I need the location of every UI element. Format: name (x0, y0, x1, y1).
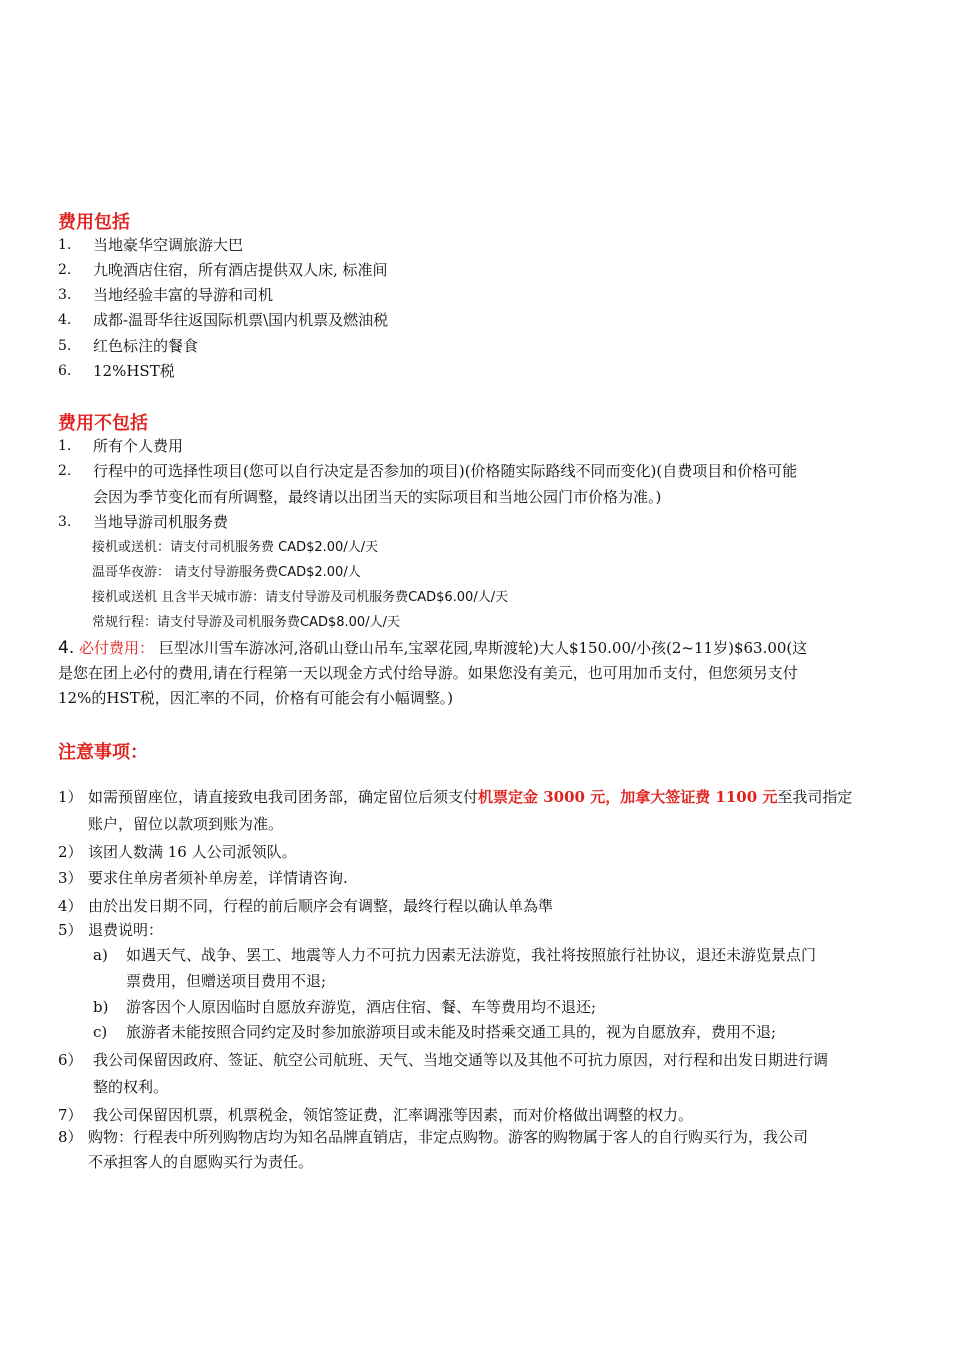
mandatory-fee-text: 巨型冰川雪车游冰河,洛矶山登山吊车,宝翠花园,卑斯渡轮)大人$150.00/小孩(2~11岁)$63.00(这 (154, 639, 808, 657)
mandatory-fee-label: 必付费用： (79, 639, 155, 657)
refund-a-line1: 如遇天气、战争、罢工、地震等人力不可抗力因素无法游览，我社将按照旅行社协议，退还未游览景点门 (126, 946, 817, 964)
note-1-num: 1） (58, 788, 83, 806)
excluded-heading: 费用不包括 (58, 413, 148, 434)
included-item-6: 12%HST税 (93, 362, 175, 380)
note-1-pre: 如需预留座位，请直接致电我司团务部，确定留位后须支付 (88, 788, 479, 806)
note-5-num: 5） (58, 921, 83, 939)
excluded-item-4-num: 4. (58, 638, 75, 658)
excluded-item-4-line1 (58, 636, 807, 661)
note-1-line2: 账户，留位以款项到账为准。 (88, 815, 284, 833)
included-heading: 费用包括 (58, 212, 130, 233)
refund-b-line1: 游客因个人原因临时自愿放弃游览，酒店住宿、餐、车等费用均不退还; (126, 998, 597, 1016)
included-item-1: 当地豪华空调旅游大巴 (93, 236, 244, 254)
excluded-item-4-line3: 12%的HST税，因汇率的不同，价格有可能会有小幅调整。) (58, 689, 454, 707)
excluded-item-3: 当地导游司机服务费 (93, 513, 229, 531)
excluded-item-3-num: 3. (58, 514, 72, 530)
fee-transfer-half-day-tour: 接机或送机 且含半天城市游：请支付导游及司机服务费CAD$6.00/人/天 (92, 590, 509, 605)
included-item-1-num: 1. (58, 237, 72, 253)
included-item-3-num: 3. (58, 287, 72, 303)
note-8-num: 8） (58, 1128, 83, 1146)
fee-vancouver-night-tour: 温哥华夜游： 请支付导游服务费CAD$2.00/人 (92, 565, 361, 580)
refund-a-mark: a) (93, 946, 108, 964)
note-3-num: 3） (58, 869, 83, 887)
included-item-6-num: 6. (58, 363, 72, 379)
excluded-item-1-num: 1. (58, 438, 72, 454)
refund-b-mark: b) (93, 998, 109, 1016)
note-1-line1 (88, 785, 852, 810)
note-6-line1: 我公司保留因政府、签证、航空公司航班、天气、当地交通等以及其他不可抗力原因，对行程和出发日期进行调 (93, 1051, 829, 1069)
note-3: 要求住单房者须补单房差，详情请咨询. (88, 869, 348, 887)
note-4-num: 4） (58, 897, 83, 915)
note-1-highlight: 机票定金 3000 元，加拿大签证费 1100 元 (478, 788, 778, 806)
note-1-post: 至我司指定 (777, 788, 853, 806)
excluded-item-2-line2: 会因为季节变化而有所调整，最终请以出团当天的实际项目和当地公园门市价格为准。) (93, 488, 662, 506)
included-item-2-num: 2. (58, 262, 72, 278)
refund-a-line2: 票费用，但赠送项目费用不退; (126, 972, 327, 990)
fee-regular-itinerary: 常规行程：请支付导游及司机服务费CAD$8.00/人/天 (92, 615, 400, 630)
note-2-num: 2） (58, 843, 83, 861)
excluded-item-1: 所有个人费用 (93, 437, 184, 455)
included-item-4-num: 4. (58, 312, 72, 328)
note-2: 该团人数满 16 人公司派领队。 (88, 843, 297, 861)
notes-heading: 注意事项： (58, 742, 148, 763)
refund-c-line1: 旅游者未能按照合同约定及时参加旅游项目或未能及时搭乘交通工具的，视为自愿放弃，费用不退; (126, 1023, 777, 1041)
fee-airport-transfer: 接机或送机：请支付司机服务费 CAD$2.00/人/天 (92, 540, 379, 555)
included-item-5: 红色标注的餐食 (93, 337, 199, 355)
included-item-5-num: 5. (58, 338, 72, 354)
excluded-item-2-line1: 行程中的可选择性项目(您可以自行决定是否参加的项目)(价格随实际路线不同而变化)(自费项目和价格可能 (93, 462, 798, 480)
note-6-num: 6） (58, 1051, 83, 1069)
included-item-3: 当地经验丰富的导游和司机 (93, 286, 274, 304)
note-7-num: 7） (58, 1106, 83, 1124)
note-4: 由於出发日期不同，行程的前后顺序会有调整，最终行程以确认单為準 (88, 897, 554, 915)
note-8-line2: 不承担客人的自愿购买行为责任。 (88, 1153, 314, 1171)
included-item-2: 九晚酒店住宿，所有酒店提供双人床, 标准间 (93, 261, 388, 279)
note-7: 我公司保留因机票，机票税金，领馆签证费，汇率调涨等因素，而对价格做出调整的权力。 (93, 1106, 694, 1124)
excluded-item-2-num: 2. (58, 463, 72, 479)
refund-c-mark: c) (93, 1023, 108, 1041)
included-item-4: 成都-温哥华往返国际机票\国内机票及燃油税 (93, 311, 389, 329)
excluded-item-4-line2: 是您在团上必付的费用,请在行程第一天以现金方式付给导游。如果您没有美元，也可用加币支付，但您须另支付 (58, 664, 798, 682)
note-8-line1: 购物：行程表中所列购物店均为知名品牌直销店，非定点购物。游客的购物属于客人的自行购买行为，我公司 (88, 1128, 809, 1146)
note-5: 退费说明： (88, 921, 164, 939)
note-6-line2: 整的权利。 (93, 1078, 169, 1096)
